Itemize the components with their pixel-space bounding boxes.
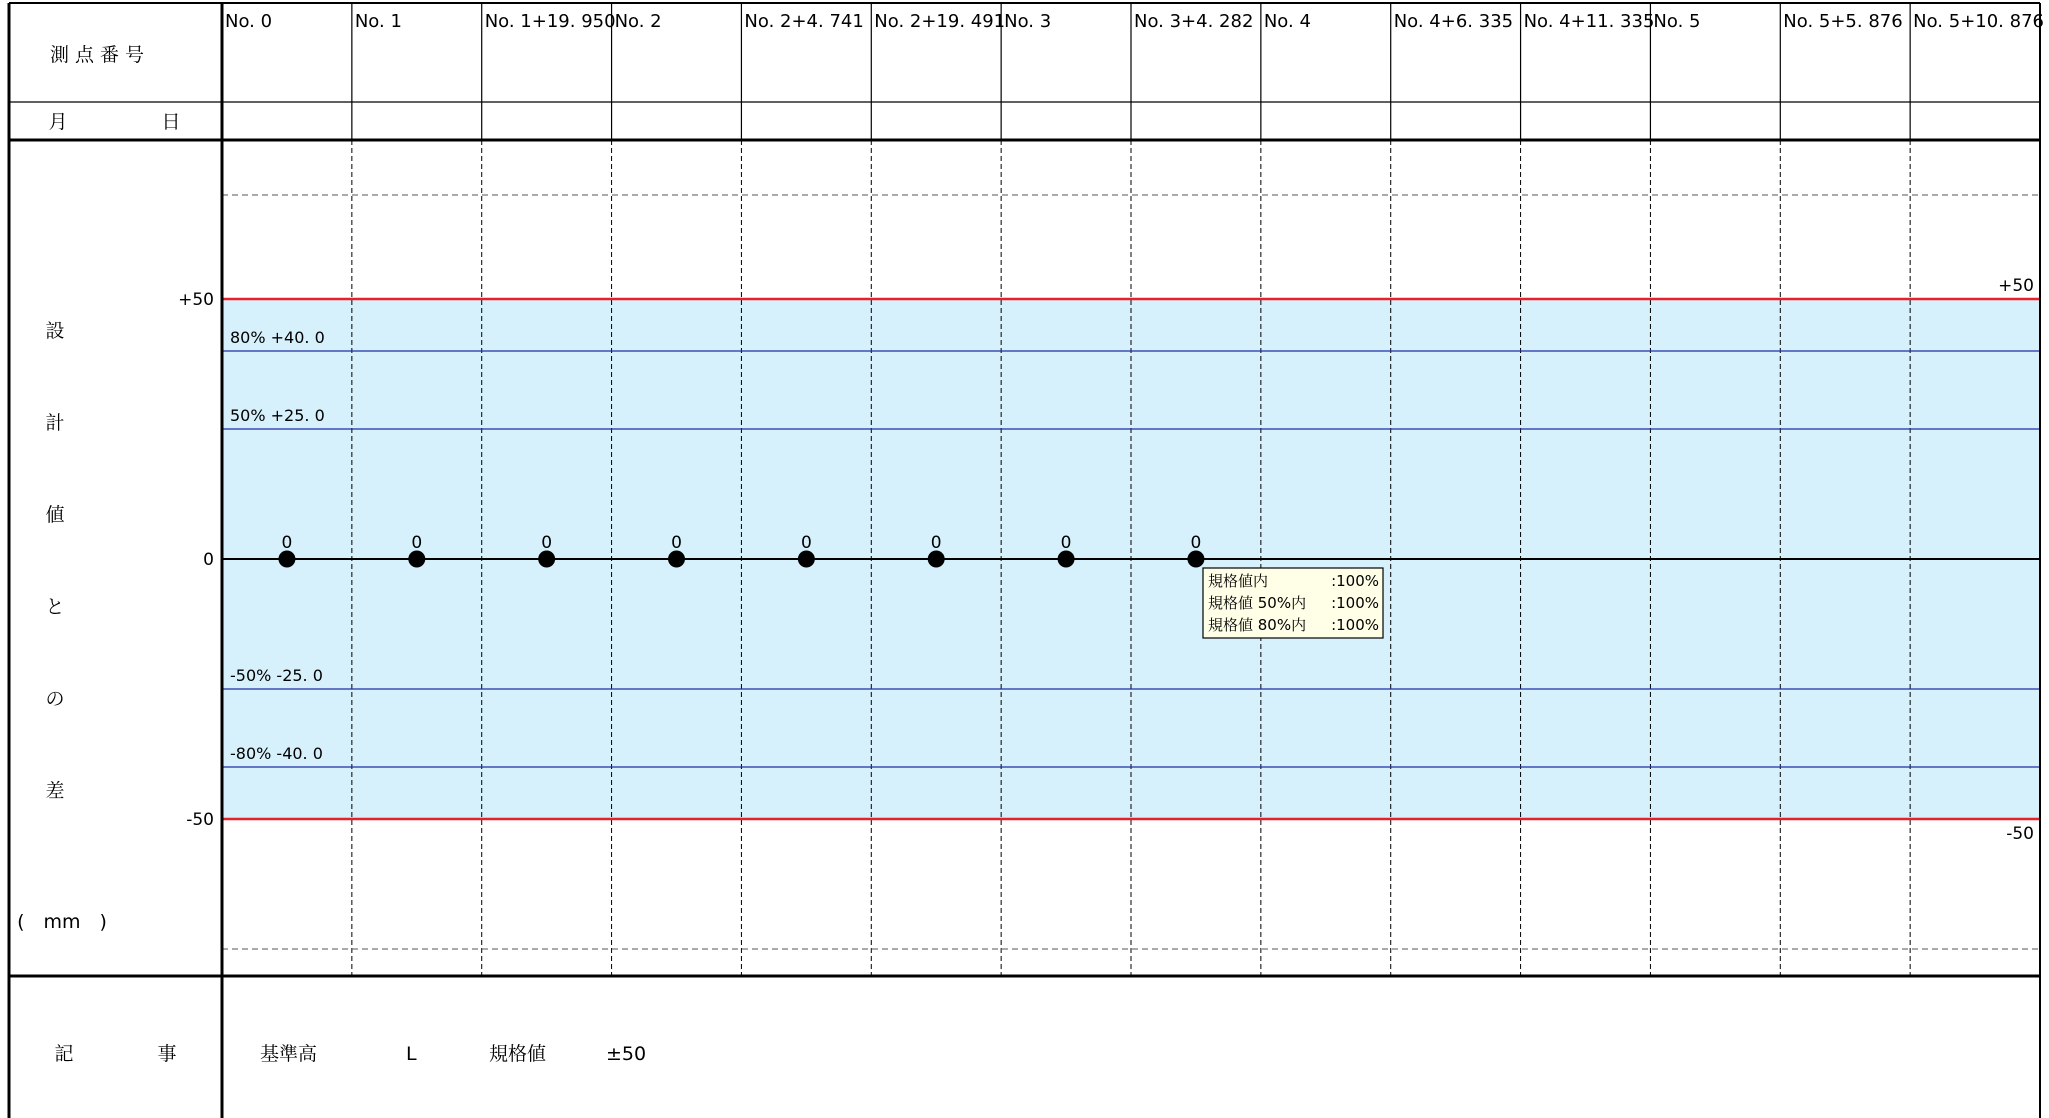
data-point <box>278 551 295 568</box>
station-label: No. 2 <box>614 11 662 32</box>
month-label: 月 <box>48 111 68 133</box>
station-label: No. 5+10. 876 <box>1913 11 2044 32</box>
stats-label-1: 規格値内 <box>1208 572 1269 590</box>
station-label: No. 2+19. 491 <box>874 11 1006 32</box>
data-label: 0 <box>411 533 423 553</box>
data-point <box>538 551 555 568</box>
data-label: 0 <box>671 533 682 553</box>
stats-legend <box>1203 568 1383 638</box>
station-label: No. 4+11. 335 <box>1523 11 1655 32</box>
station-label: No. 3 <box>1004 11 1052 32</box>
stats-label-2: 規格値 50%内 <box>1208 594 1307 612</box>
yaxis-char-5: の <box>45 688 65 710</box>
data-point <box>1187 551 1204 568</box>
yaxis-char-2: 計 <box>45 412 65 434</box>
reference-line-label: -50% -25. 0 <box>230 666 323 685</box>
stats-value-2: :100% <box>1331 594 1379 612</box>
remarks-header-left: 記 <box>54 1043 74 1065</box>
y-tick-upper-right: +50 <box>1998 276 2034 296</box>
data-point <box>1058 551 1075 568</box>
remarks-tolerance: ±50 <box>606 1043 647 1065</box>
station-label: No. 5+5. 876 <box>1783 11 1903 32</box>
station-label: No. 4+6. 335 <box>1393 11 1514 32</box>
yaxis-char-6: 差 <box>45 780 65 802</box>
y-tick-lower-left: -50 <box>186 810 214 830</box>
reference-line-label: 50% +25. 0 <box>230 406 325 425</box>
station-label: No. 4 <box>1263 11 1311 32</box>
data-label: 0 <box>541 533 553 553</box>
remarks-spec: 規格値 <box>489 1043 547 1065</box>
station-label: No. 2+4. 741 <box>744 11 864 32</box>
stats-value-3: :100% <box>1331 616 1379 634</box>
y-tick-upper-left: +50 <box>178 290 214 310</box>
data-point <box>668 551 685 568</box>
reference-line-label: 80% +40. 0 <box>230 328 325 347</box>
data-label: 0 <box>930 533 942 553</box>
data-label: 0 <box>1190 533 1202 553</box>
station-label: No. 1 <box>354 11 402 32</box>
data-point <box>928 551 945 568</box>
station-label: No. 0 <box>225 11 273 32</box>
yaxis-unit: ( mm ) <box>17 911 107 933</box>
data-point <box>408 551 425 568</box>
remarks-base-height: 基準高 <box>260 1043 318 1065</box>
stats-label-3: 規格値 80%内 <box>1208 616 1307 634</box>
station-label: No. 3+4. 282 <box>1134 11 1254 32</box>
station-number-header: 測 点 番 号 <box>49 44 145 66</box>
data-label: 0 <box>281 533 293 553</box>
data-point <box>798 551 815 568</box>
day-label: 日 <box>161 111 181 133</box>
y-tick-zero: 0 <box>203 550 214 570</box>
station-label: No. 5 <box>1653 11 1701 32</box>
reference-line-label: -80% -40. 0 <box>230 744 323 763</box>
data-label: 0 <box>800 533 812 553</box>
yaxis-char-4: と <box>45 596 65 618</box>
stats-value-1: :100% <box>1331 572 1379 590</box>
yaxis-char-3: 値 <box>45 504 65 526</box>
remarks-l: L <box>406 1043 417 1065</box>
data-label: 0 <box>1060 533 1072 553</box>
yaxis-char-1: 設 <box>45 320 65 342</box>
station-label: No. 1+19. 950 <box>484 11 616 32</box>
y-tick-lower-right: -50 <box>2006 824 2034 844</box>
remarks-header-right: 事 <box>157 1043 177 1065</box>
